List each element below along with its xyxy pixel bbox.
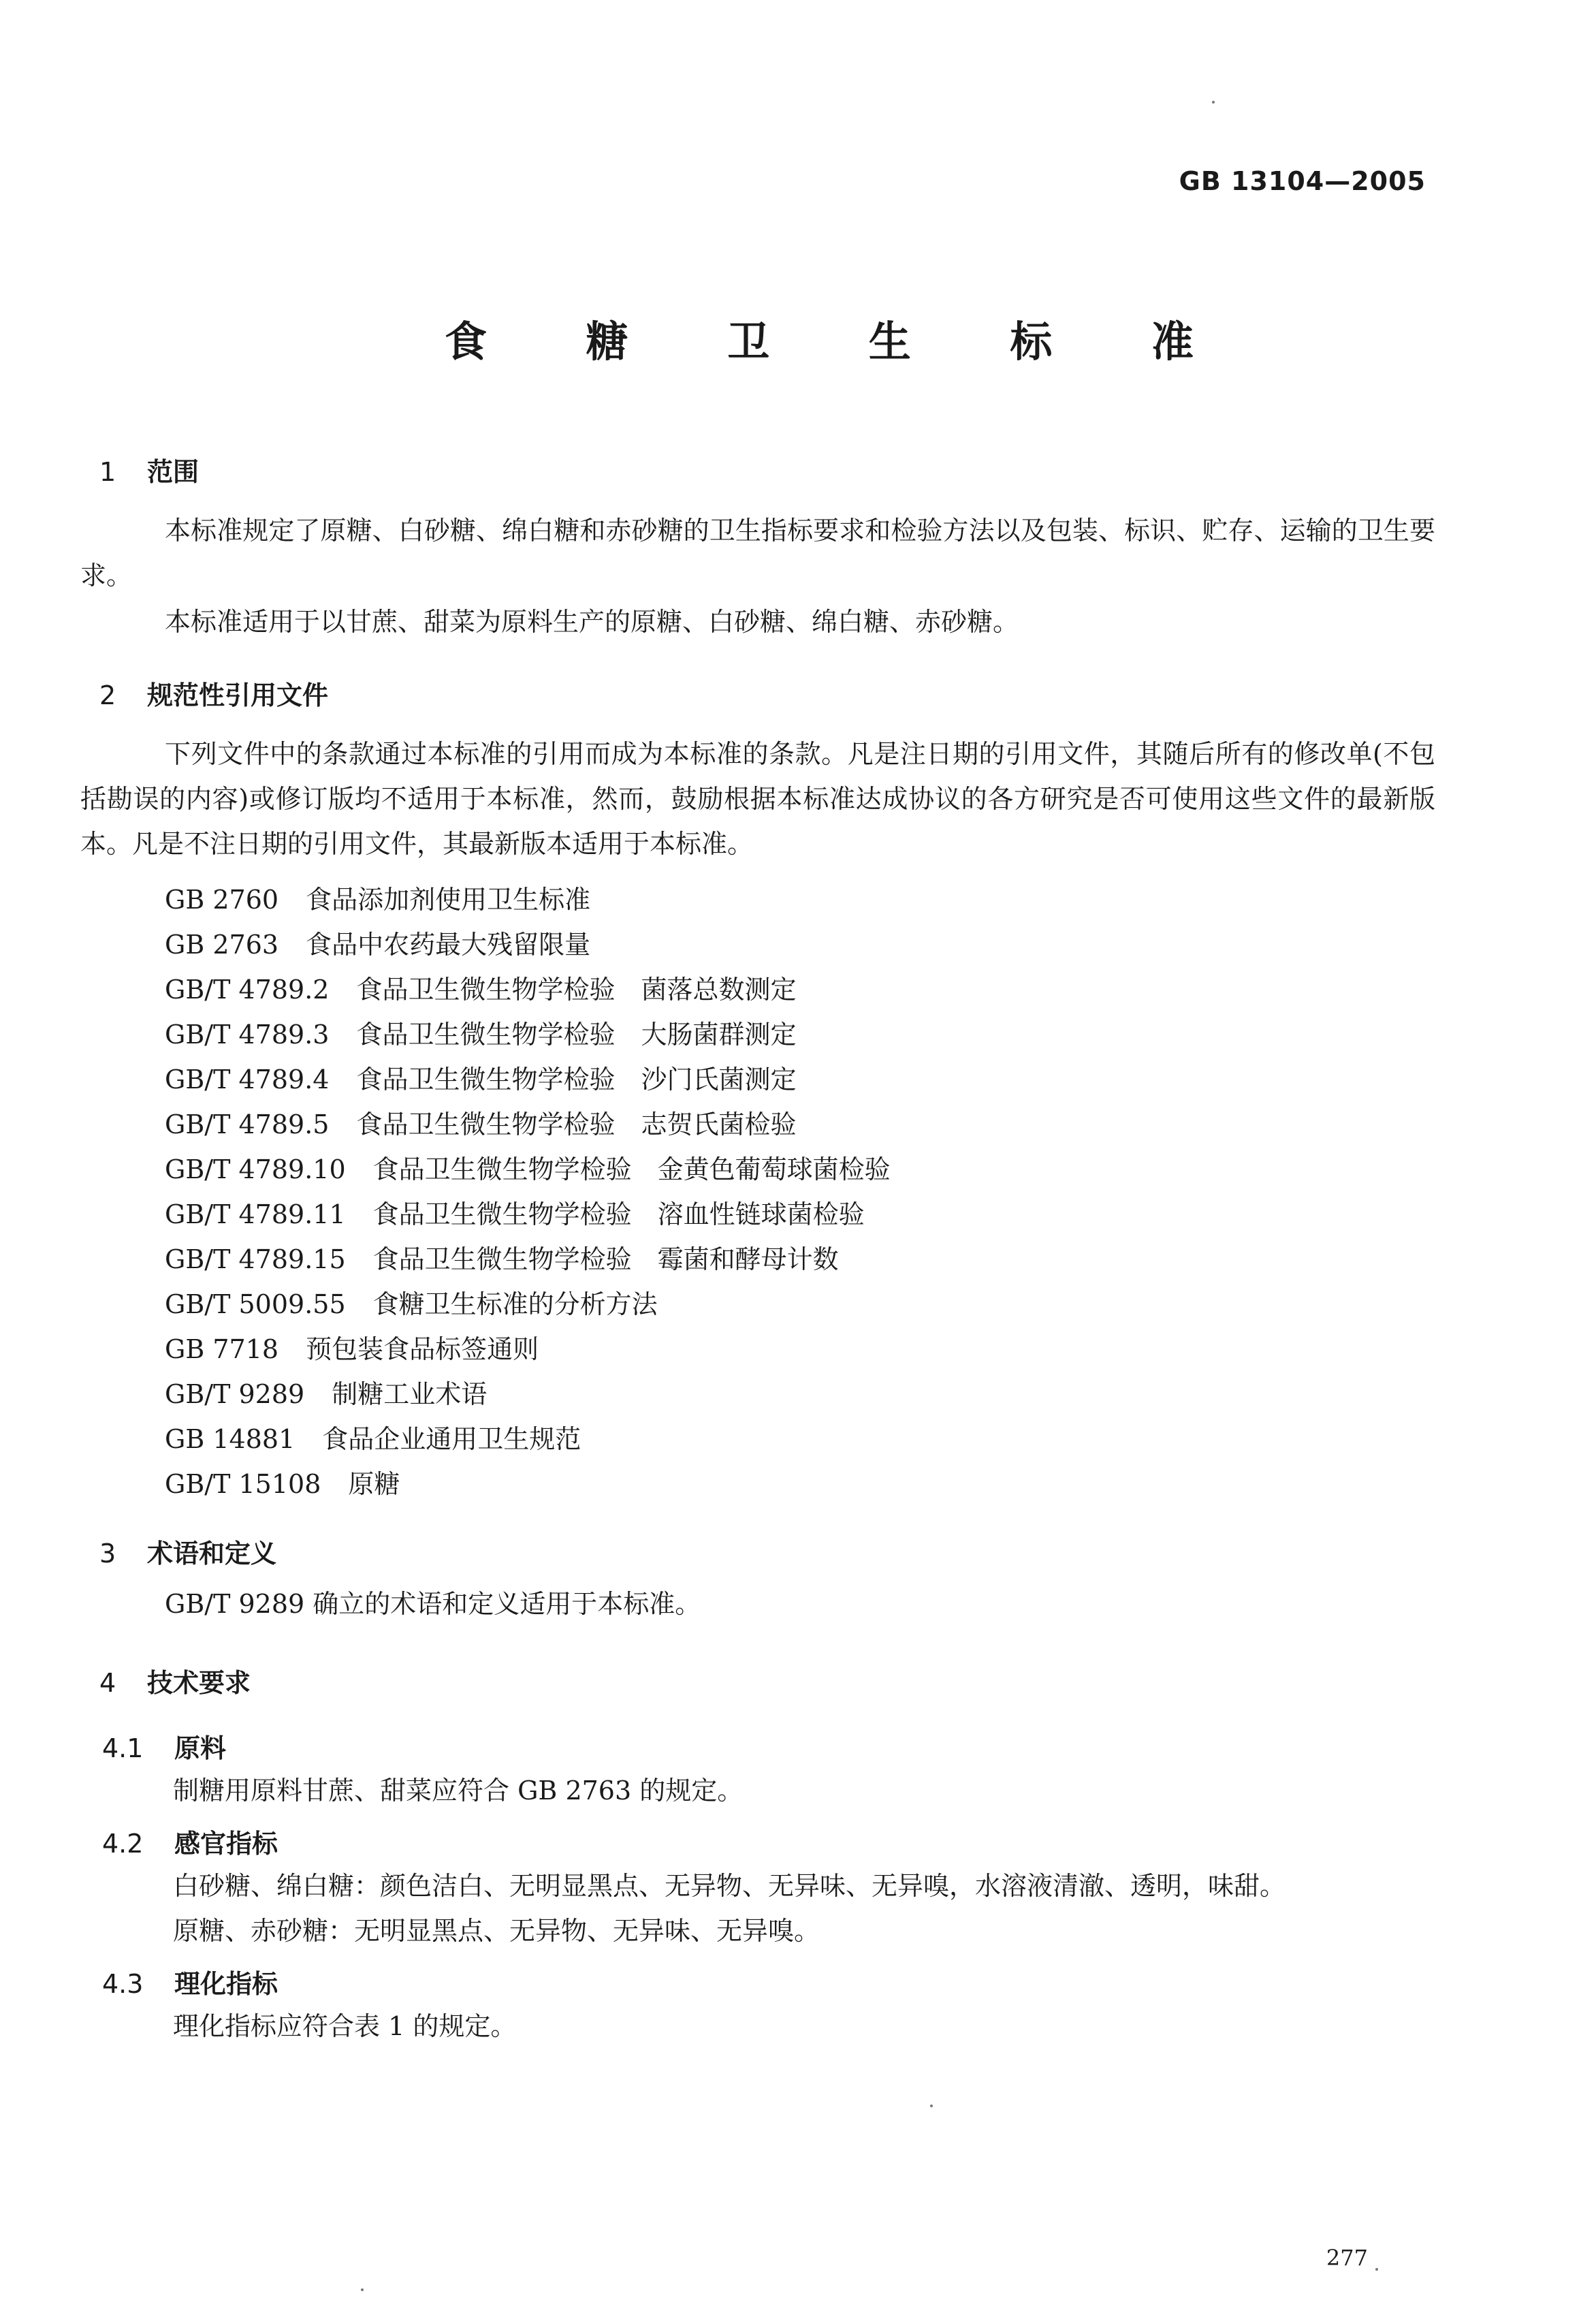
section-number: 3	[99, 1539, 116, 1569]
reference-item: GB/T 9289 制糖工业术语	[165, 1379, 488, 1409]
subsection-number: 4.1	[102, 1733, 144, 1763]
reference-item: GB/T 4789.11 食品卫生微生物学检验 溶血性链球菌检验	[165, 1199, 865, 1229]
subsection-4-2-paragraph-2: 原糖、赤砂糖：无明显黑点、无异物、无异味、无异嗅。	[173, 1916, 820, 1946]
scan-speck	[1375, 2268, 1378, 2271]
reference-item: GB/T 4789.5 食品卫生微生物学检验 志贺氏菌检验	[165, 1109, 797, 1139]
scan-speck	[361, 2288, 364, 2291]
section-3-heading	[99, 1532, 276, 1570]
section-4-heading	[99, 1662, 251, 1699]
reference-item: GB/T 15108 原糖	[165, 1469, 400, 1499]
reference-item: GB/T 4789.10 食品卫生微生物学检验 金黄色葡萄球菌检验	[165, 1154, 891, 1184]
subsection-title: 原料	[174, 1733, 227, 1763]
reference-item: GB 14881 食品企业通用卫生规范	[165, 1424, 581, 1454]
reference-item: GB/T 4789.4 食品卫生微生物学检验 沙门氏菌测定	[165, 1065, 797, 1094]
reference-item: GB/T 5009.55 食糖卫生标准的分析方法	[165, 1289, 658, 1319]
subsection-4-3-heading	[102, 1963, 278, 2000]
section-title: 技术要求	[147, 1668, 251, 1698]
section-1-heading	[99, 451, 199, 488]
page-number: 277	[1326, 2245, 1368, 2271]
subsection-title: 感官指标	[174, 1829, 278, 1859]
section-1-paragraph-2: 本标准适用于以甘蔗、甜菜为原料生产的原糖、白砂糖、绵白糖、赤砂糖。	[165, 607, 1019, 637]
reference-item: GB/T 4789.3 食品卫生微生物学检验 大肠菌群测定	[165, 1020, 797, 1050]
section-number: 1	[99, 457, 116, 487]
section-1-paragraph-1: 本标准规定了原糖、白砂糖、绵白糖和赤砂糖的卫生指标要求和检验方法以及包装、标识、贮存、运输的卫生要求。	[80, 516, 1435, 590]
reference-item: GB 7718 预包装食品标签通则	[165, 1334, 539, 1364]
section-title: 范围	[147, 457, 200, 487]
subsection-number: 4.2	[102, 1829, 144, 1859]
subsection-number: 4.3	[102, 1969, 144, 1999]
section-title: 规范性引用文件	[147, 680, 329, 710]
reference-item: GB 2763 食品中农药最大残留限量	[165, 930, 591, 960]
section-2-paragraph-1: 下列文件中的条款通过本标准的引用而成为本标准的条款。凡是注日期的引用文件，其随后所有的修改单(不包括勘误的内容)或修订版均不适用于本标准，然而，鼓励根据本标准达成协议的各方研究是否可使用这些文件的最新版本。凡是不注日期的引用文件，其最新版本适用于本标准。	[80, 739, 1435, 859]
section-title: 术语和定义	[147, 1539, 277, 1569]
document-title: 食 糖 卫 生 标 准	[445, 317, 1236, 366]
subsection-4-2-heading	[102, 1823, 278, 1860]
reference-item: GB/T 4789.2 食品卫生微生物学检验 菌落总数测定	[165, 975, 797, 1005]
subsection-4-3-paragraph: 理化指标应符合表 1 的规定。	[173, 2011, 517, 2041]
subsection-title: 理化指标	[174, 1969, 278, 1999]
scan-speck	[930, 2105, 933, 2107]
standard-code: GB 13104—2005	[1179, 166, 1426, 196]
section-number: 4	[99, 1668, 116, 1698]
subsection-4-1-heading	[102, 1727, 226, 1765]
section-number: 2	[99, 680, 116, 710]
subsection-4-2-paragraph-1: 白砂糖、绵白糖：颜色洁白、无明显黑点、无异物、无异味、无异嗅，水溶液清澈、透明，味甜。	[173, 1871, 1286, 1901]
section-2-heading	[99, 674, 328, 712]
section-3-paragraph-1: GB/T 9289 确立的术语和定义适用于本标准。	[165, 1589, 701, 1619]
reference-item: GB 2760 食品添加剂使用卫生标准	[165, 885, 591, 915]
subsection-4-1-paragraph: 制糖用原料甘蔗、甜菜应符合 GB 2763 的规定。	[173, 1776, 744, 1806]
reference-item: GB/T 4789.15 食品卫生微生物学检验 霉菌和酵母计数	[165, 1244, 839, 1274]
scan-speck	[1212, 101, 1215, 104]
